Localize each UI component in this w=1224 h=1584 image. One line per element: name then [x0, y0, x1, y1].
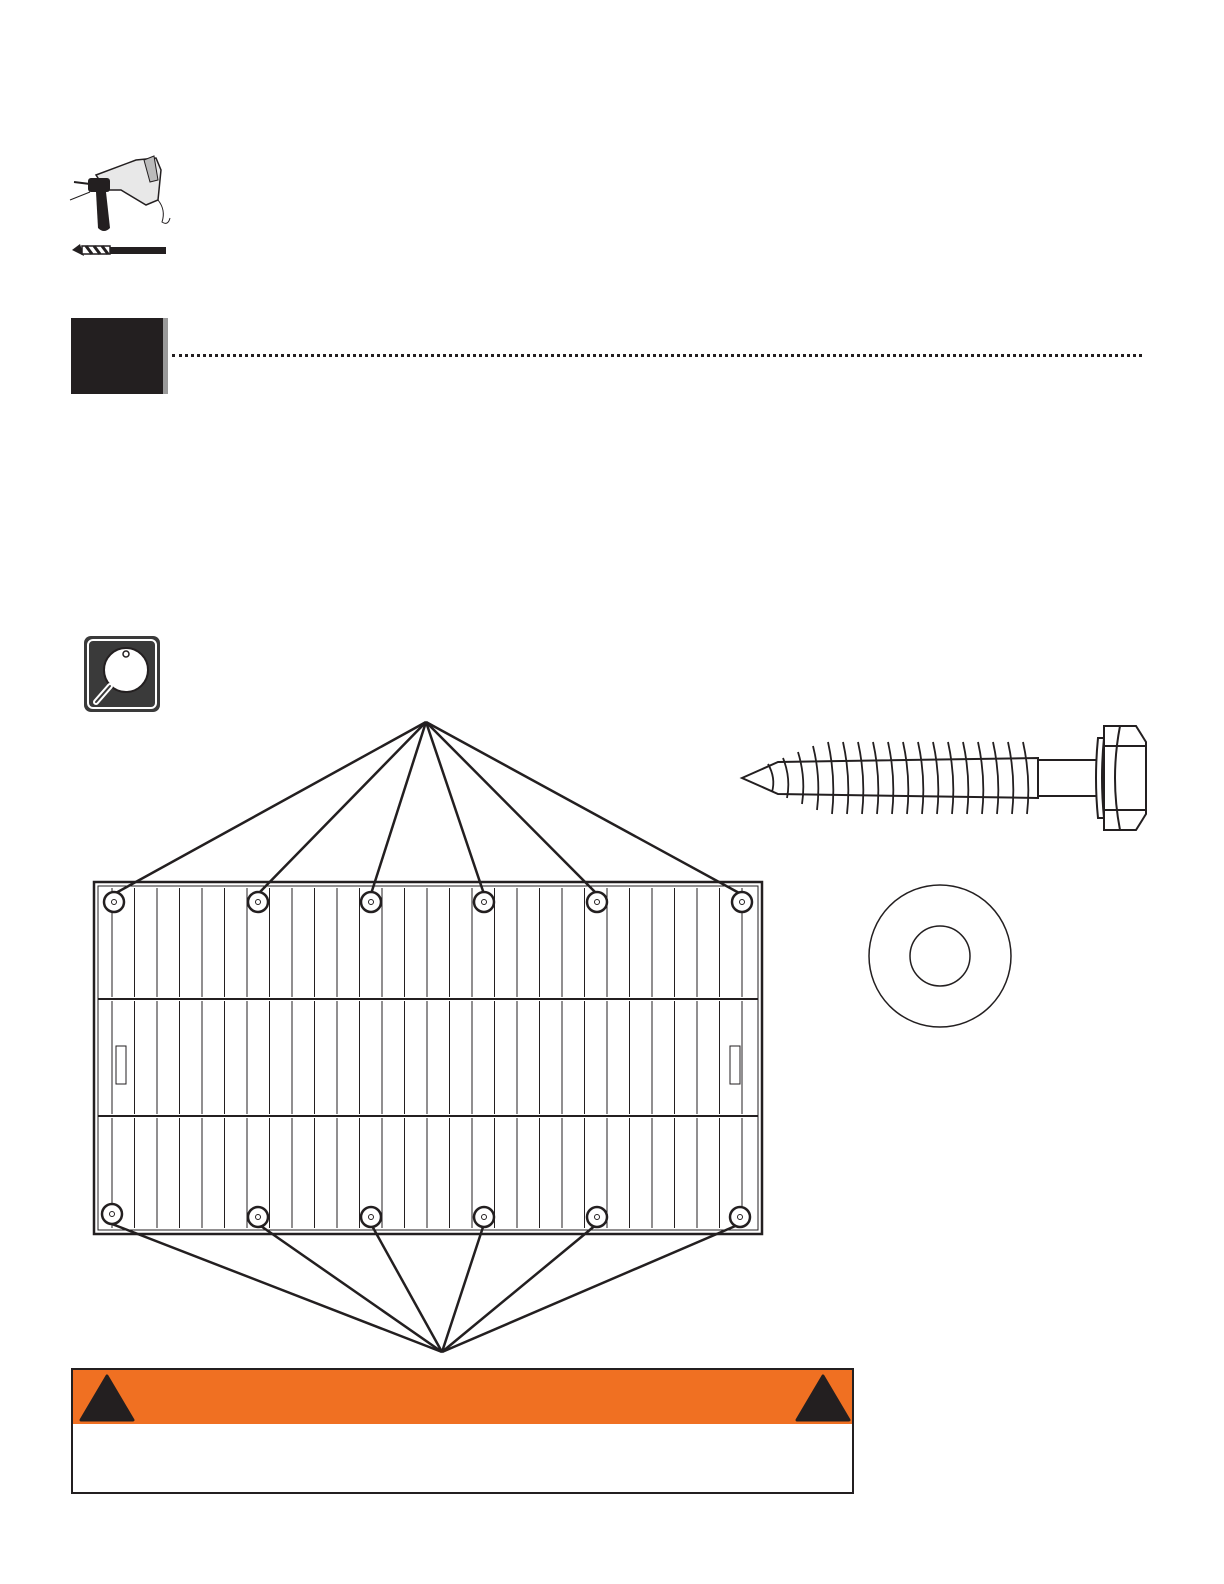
step-box-shadow: [163, 318, 168, 394]
warning-triangle-icon: [795, 1374, 851, 1422]
floor-diagram: [86, 716, 776, 1362]
floor-panel: [94, 882, 762, 1234]
hex-head-screw-icon: [738, 718, 1154, 834]
drill-icon: [66, 150, 176, 240]
detail-badge: [84, 636, 160, 712]
warning-triangle-icon: [79, 1374, 135, 1422]
callout-circle: [587, 892, 607, 912]
magnifier-icon: [84, 636, 160, 712]
warning-panel: [71, 1368, 854, 1494]
step-number-box: [71, 318, 163, 394]
callout-circle: [361, 892, 381, 912]
callout-circle: [474, 892, 494, 912]
callout-circle: [248, 892, 268, 912]
callout-circle: [102, 1204, 122, 1224]
dotted-divider: [172, 354, 1142, 357]
callout-circle: [248, 1207, 268, 1227]
callout-circle: [361, 1207, 381, 1227]
callout-circle: [730, 1207, 750, 1227]
flat-washer-icon: [864, 880, 1016, 1032]
callout-circle: [587, 1207, 607, 1227]
callout-circle: [474, 1207, 494, 1227]
callout-circle: [732, 892, 752, 912]
warning-header-bar: [73, 1370, 852, 1424]
callout-circle: [104, 892, 124, 912]
masonry-drill-bit-icon: [70, 242, 168, 258]
